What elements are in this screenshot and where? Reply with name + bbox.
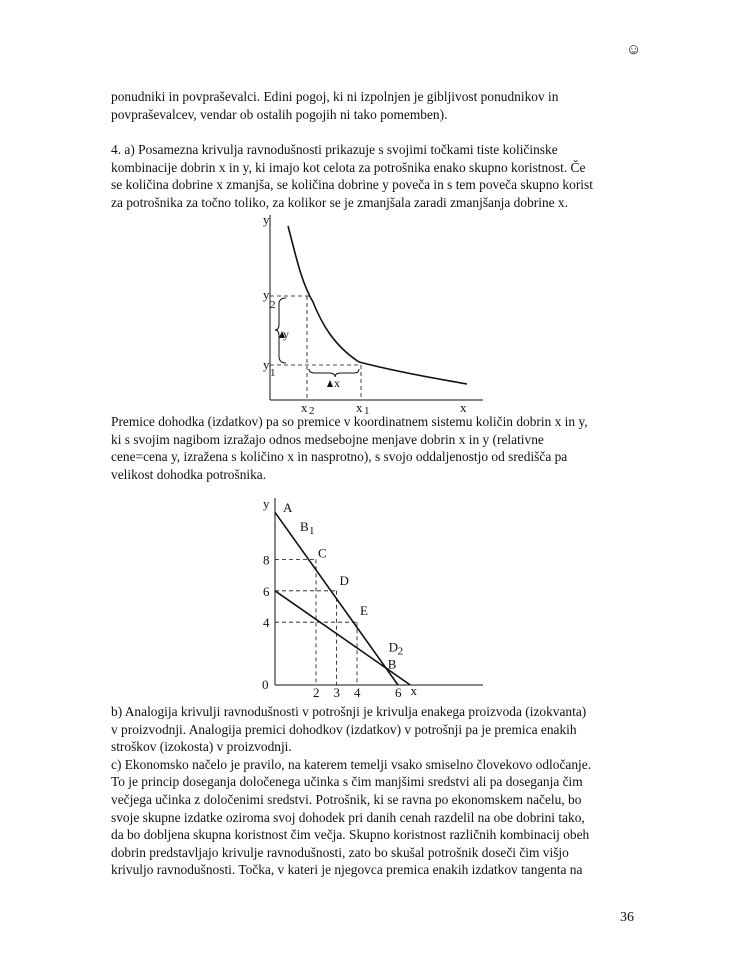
- b1-label: B: [300, 519, 309, 534]
- x2-subscript: 2: [309, 405, 315, 417]
- page-number: 36: [620, 910, 634, 925]
- x1-label: x: [356, 400, 363, 415]
- delta-y-label: y: [283, 327, 289, 341]
- point-c-label: C: [318, 545, 327, 561]
- y1-label: y: [263, 357, 270, 372]
- budget-lines-chart: [255, 494, 495, 704]
- b1-subscript: 1: [309, 525, 315, 537]
- d2-subscript: 2: [397, 645, 404, 658]
- x-tick-6: 6: [395, 685, 402, 700]
- x-tick-4: 4: [354, 685, 361, 700]
- y-axis-label: y: [263, 212, 270, 227]
- y-tick-8: 8: [263, 552, 270, 568]
- point-a-label: A: [283, 500, 293, 515]
- paragraph-4: b) Analogija krivulji ravnodušnosti v potrošnji je krivulja enakega proizvoda (izokvanta) v proizvodnji. Analogija premici dohodkov (izdatkov) v potrošnji pa je premica enakih stroškov (izokosta) v proizvodnji. c) Ekonomsko načelo je pravilo, na katerem temelji vsako smiselno človekovo odločanje. To je princip doseganja določenega učinka s čim manjšimi sredstvi ali pa doseganja čim večjega učinka z določenimi sredstvi. Potrošnik, ki se ravna po ekonomskem načelu, bo svoje skupne izdatke oziroma svoj dohodek pri danih cenah razdelil na obe dobrini tako, da bo dobljena skupna koristnost čim večja. Skupno koristnost različnih kombinacij obeh dobrin predstavljajo krivulje ravnodušnosti, zato bo skušal potrošnik doseči čim višjo krivuljo ravnodušnosti. Točka, v kateri je njegovca premica enakih izdatkov tangenta na: [111, 704, 592, 878]
- chart-x-axis-label: x: [410, 683, 417, 698]
- delta-x-label: x: [334, 376, 340, 390]
- b-label: B: [387, 656, 397, 672]
- origin-label: 0: [262, 677, 269, 692]
- chart-y-axis-label: y: [263, 496, 270, 511]
- delta-x-triangle-icon: [327, 380, 333, 387]
- x-axis-label: x: [460, 400, 467, 415]
- y2-label: y: [263, 287, 270, 302]
- point-e-label: E: [360, 603, 368, 619]
- paragraph-2: 4. a) Posamezna krivulja ravnodušnosti prikazuje s svojimi točkami tiste količinske kombinacije dobrin x in y, ki imajo kot celota za potrošnika enako skupno koristnost. Če se količina dobrine x zmanjša, se količina dobrine y poveča in s tem poveča skupno korist za potrošnika za točno toliko, za kolikor se je zmanjšala zaradi zmanjšanja dobrine x.: [111, 142, 593, 210]
- indifference-curve-figure: [255, 212, 495, 417]
- smiley-icon: ☺: [626, 42, 642, 58]
- paragraph-3: Premice dohodka (izdatkov) pa so premice v koordinatnem sistemu količin dobrin x in y, ki s svojim nagibom izražajo odnos medsebojne menjave dobrin x in y (relativne cene=cena y, izražena s količino x in nasprotno), s svojo oddaljenostjo od središča pa velikost dohodka potrošnika.: [111, 414, 588, 482]
- point-d-label: D: [339, 572, 349, 588]
- y-tick-4: 4: [263, 615, 270, 631]
- y2-subscript: 2: [270, 299, 276, 311]
- y1-subscript: 1: [270, 367, 276, 379]
- x2-label: x: [301, 400, 308, 415]
- paragraph-1: ponudniki in povpraševalci. Edini pogoj, ki ni izpolnjen je gibljivost ponudnikov in povpraševalcev, vendar ob ostalih pogojih ni tako pomemben).: [111, 89, 559, 122]
- indifference-curve: [288, 226, 467, 384]
- x-tick-3: 3: [333, 685, 340, 700]
- x-tick-2: 2: [313, 685, 320, 700]
- y-tick-6: 6: [263, 583, 270, 599]
- x1-subscript: 1: [364, 405, 370, 417]
- d2-label: D: [388, 639, 399, 655]
